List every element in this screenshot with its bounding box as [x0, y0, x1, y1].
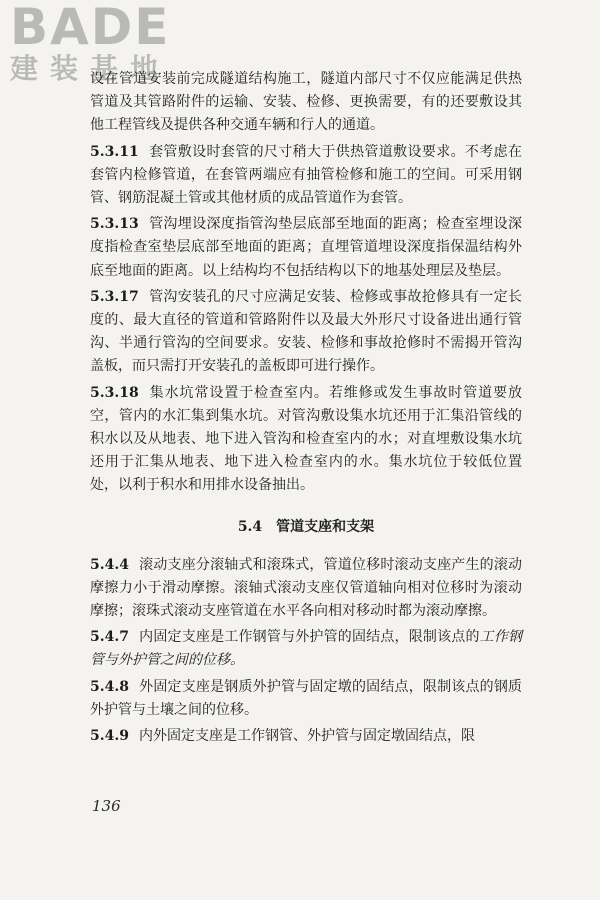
clause-text: 管沟安装孔的尺寸应满足安装、检修或事故抢修具有一定长度的、最大直径的管道和管路附件以及最大外形尺寸设备进出通行管沟、半通行管沟的空间要求。安装、检修和事故抢修时不需揭开管沟盖板，而只需打开安装孔的盖板即可进行操作。 — [90, 288, 522, 375]
clause-5-3-13 — [90, 213, 522, 283]
clause-text: 外固定支座是钢质外护管与固定墩的固结点，限制该点的钢质外护管与土壤之间的位移。 — [90, 678, 522, 718]
clause-5-4-4 — [90, 554, 522, 624]
clause-text: 内外固定支座是工作钢管、外护管与固定墩固结点，限 — [138, 728, 475, 745]
clause-text: 套管敷设时套管的尺寸稍大于供热管道敷设要求。不考虑在套管内检修管道，在套管两端应有抽管检修和施工的空间。可采用钢管、钢筋混凝土管或其他材质的成品管道作为套管。 — [90, 143, 522, 207]
watermark-brand: BADE — [10, 0, 171, 56]
page-number: 136 — [92, 797, 121, 815]
section-heading — [90, 516, 522, 538]
clause-number: 5.3.17 — [90, 288, 139, 305]
clause-number: 5.3.13 — [90, 216, 139, 233]
clause-number: 5.4.7 — [90, 629, 129, 646]
clause-text-italic: 工作钢管与外护管之间的位移。 — [90, 629, 523, 669]
clause-number: 5.4.9 — [90, 728, 129, 745]
clause-number: 5.4.4 — [90, 556, 129, 573]
clause-5-4-7 — [90, 626, 522, 672]
clause-text: 集水坑常设置于检查室内。若维修或发生事故时管道要放空，管内的水汇集到集水坑。对管沟敷设集水坑还用于汇集沿管线的积水以及从地表、地下进入管沟和检查室内的水；对直埋敷设集水坑还用于汇集从地表、地下进入检查室内的水。集水坑位于较低位置处，以利于积水和用排水设备抽出。 — [90, 384, 522, 494]
paragraph-text: 设在管道安装前完成隧道结构施工，隧道内部尺寸不仅应能满足供热管道及其管路附件的运输、安装、检修、更换需要，有的还要敷设其他工程管线及提供各种交通车辆和行人的通道。 — [90, 71, 522, 134]
clause-text: 滚动支座分滚轴式和滚珠式，管道位移时滚动支座产生的滚动摩擦力小于滑动摩擦。滚轴式滚动支座仅管道轴向相对位移时为滚动摩擦；滚珠式滚动支座管道在水平各向相对移动时都为滚动摩擦。 — [90, 556, 522, 620]
clause-5-4-8 — [90, 676, 522, 722]
section-number: 5.4 — [237, 518, 263, 535]
clause-5-3-11 — [90, 141, 522, 211]
paragraph-intro-continued — [90, 68, 522, 138]
clause-5-4-9 — [90, 725, 522, 748]
clause-text: 内固定支座是工作钢管与外护管的固结点，限制该点的 — [138, 629, 480, 646]
clause-text: 管沟埋设深度指管沟垫层底部至地面的距离；检查室埋设深度指检查室垫层底部至地面的距离；直埋管道埋设深度指保温结构外底至地面的距离。以上结构均不包括结构以下的地基处理层及垫层。 — [90, 216, 522, 279]
clause-number: 5.4.8 — [90, 678, 129, 695]
clause-number: 5.3.18 — [90, 384, 139, 401]
section-title-text: 管道支座和支架 — [276, 518, 375, 535]
clause-5-3-18 — [90, 382, 522, 498]
page-body — [90, 68, 522, 751]
watermark-subtitle: 建装基地 — [10, 52, 171, 85]
clause-number: 5.3.11 — [90, 143, 139, 160]
clause-5-3-17 — [90, 286, 522, 379]
